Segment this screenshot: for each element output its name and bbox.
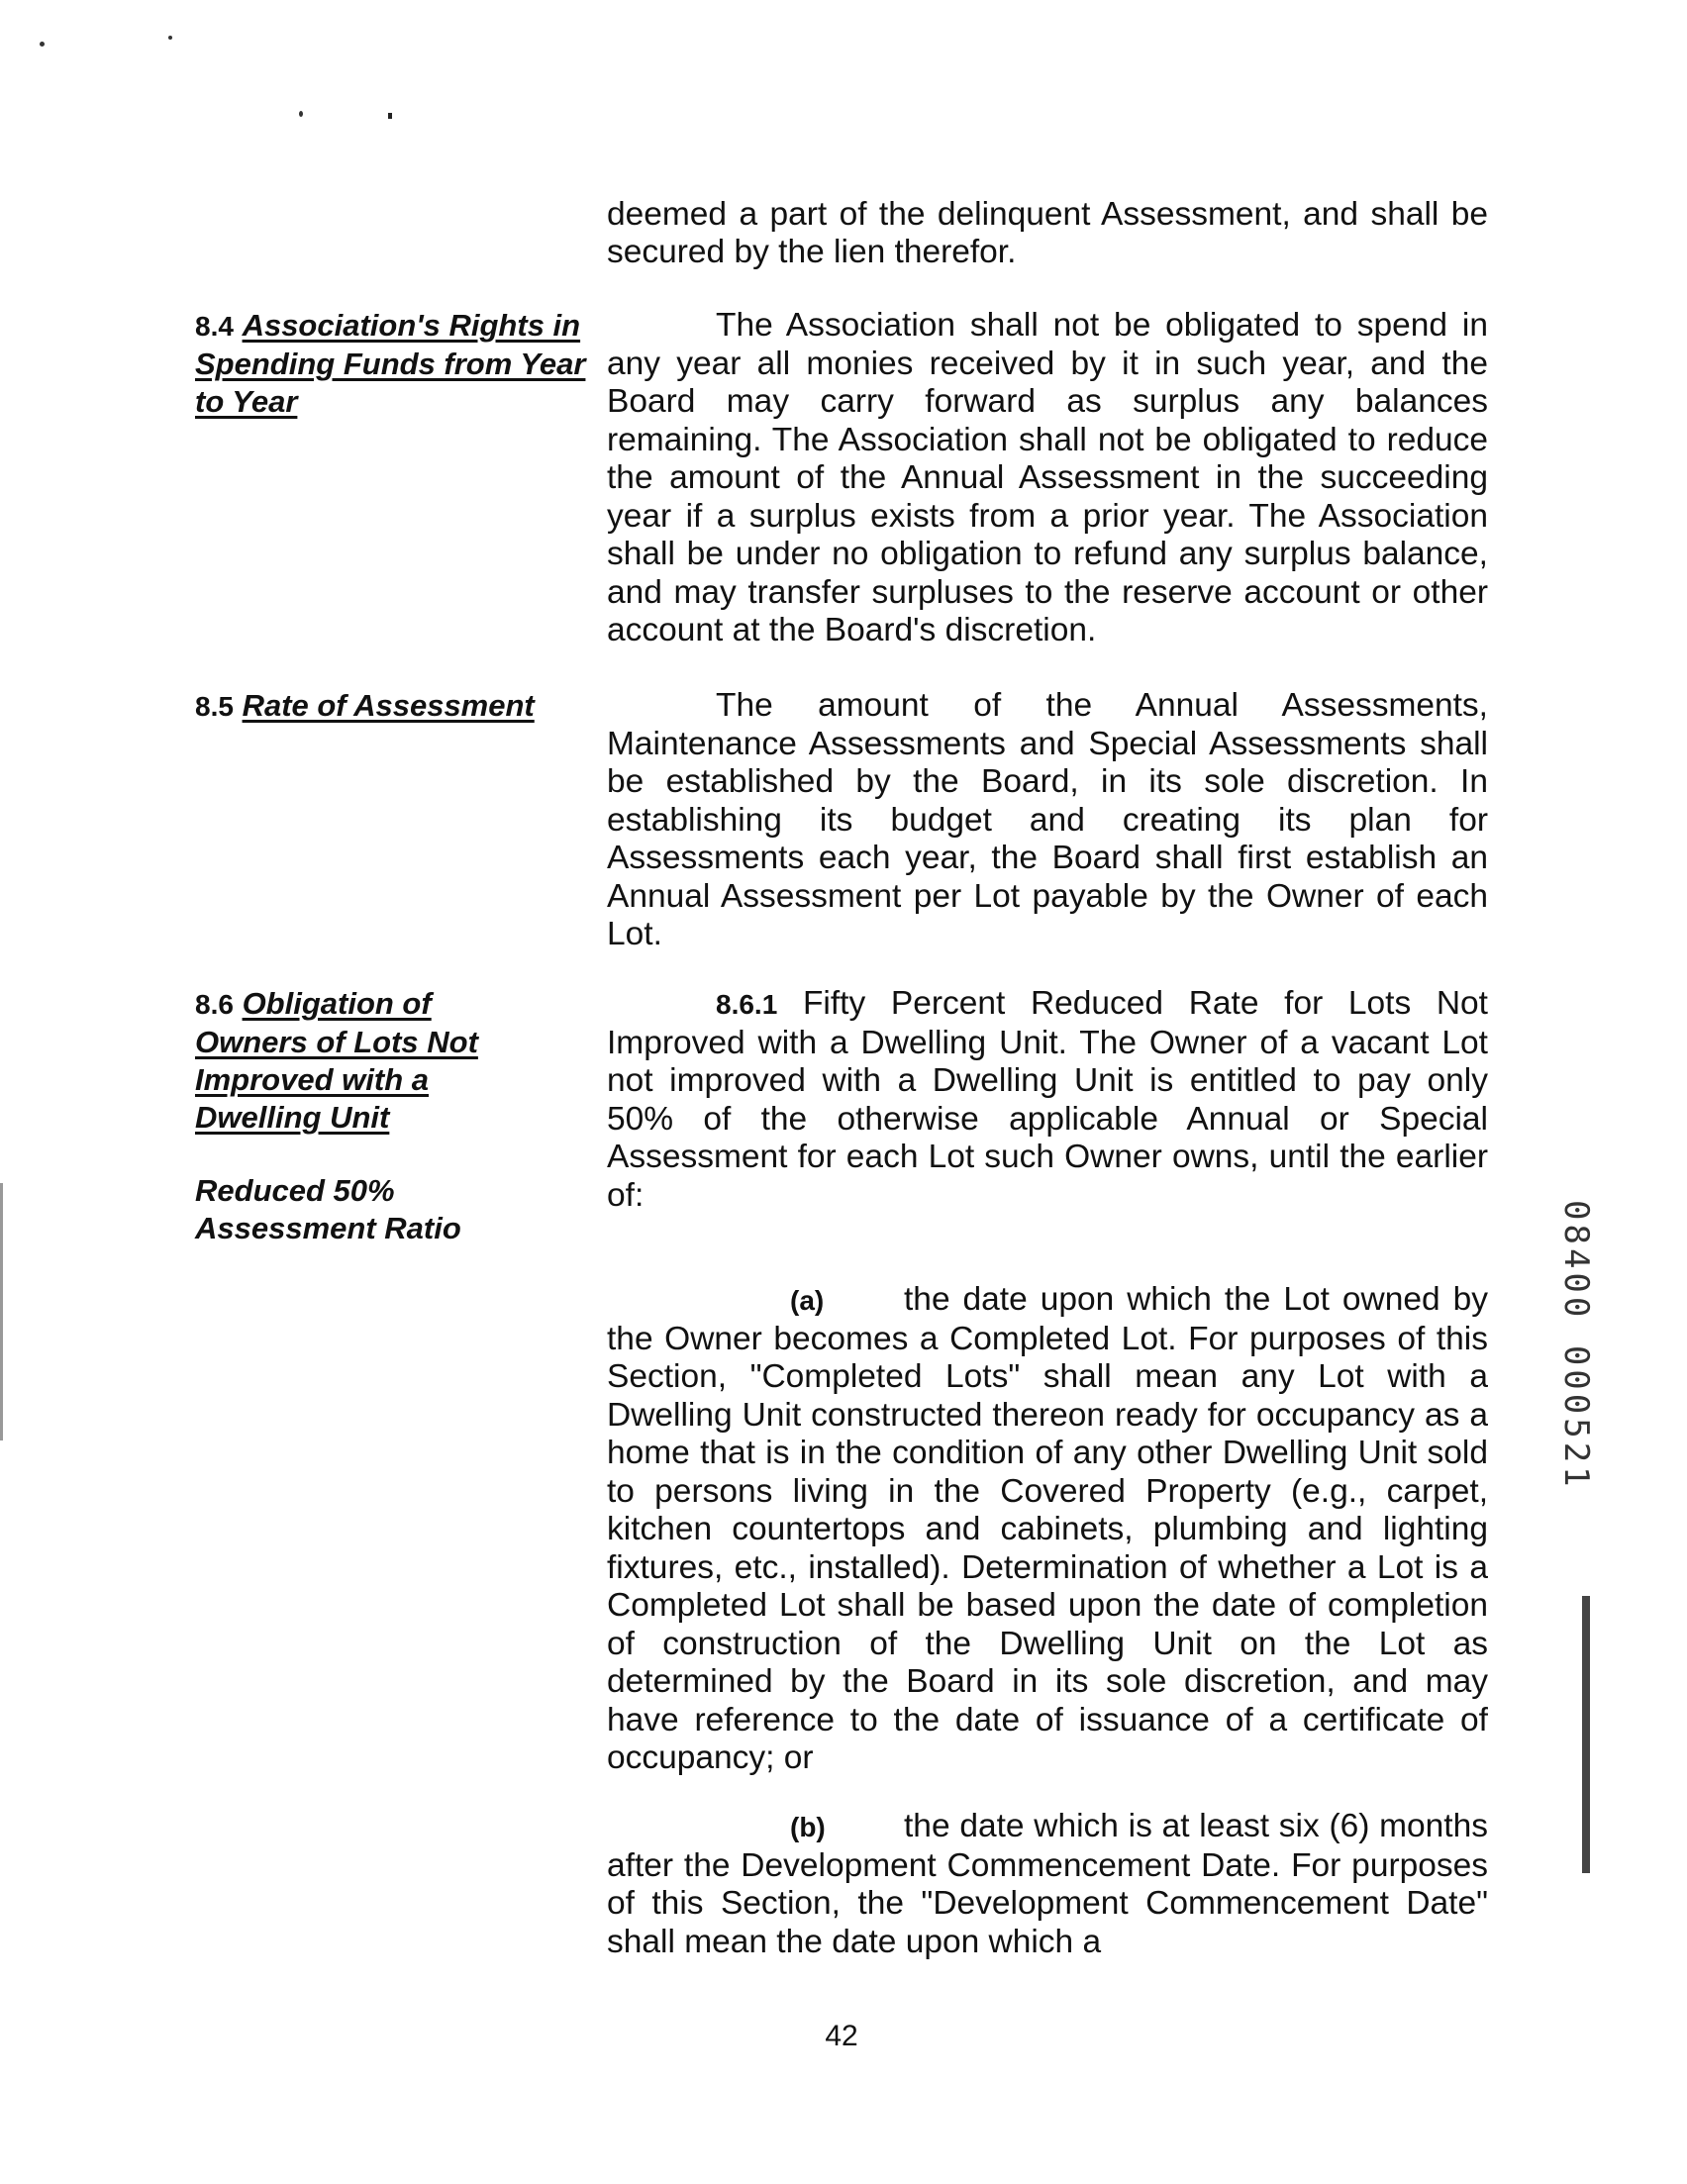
continuation-paragraph: deemed a part of the delinquent Assessment, and shall be secured by the lien therefor. (607, 196, 1488, 270)
scan-mark (388, 113, 392, 119)
clause-text: the date which is at least six (6) months after the Development Commencement Date. For purposes of this Section, the "Development Commencement Date" shall mean the date upon which a (607, 1808, 1488, 1960)
section-8-6-heading (195, 985, 532, 1247)
section-8-5-heading (195, 687, 591, 726)
page-number: 42 (825, 2020, 858, 2052)
scan-barcode-mark (1582, 1596, 1590, 1873)
clause-a (607, 1281, 1488, 1778)
subsection-number: 8.6.1 (716, 989, 778, 1020)
section-number: 8.6 (195, 989, 234, 1020)
clause-b (607, 1808, 1488, 1961)
section-number: 8.4 (195, 311, 234, 342)
section-8-6-1-body (607, 985, 1488, 1215)
subsection-text: Fifty Percent Reduced Rate for Lots Not Improved with a Dwelling Unit. The Owner of a vacant Lot not improved with a Dwelling Unit is entitled to pay only 50% of the otherwise applicable Annual or Special Assessment for each Lot such Owner owns, until the earlier of: (607, 985, 1488, 1214)
clause-text: the date upon which the Lot owned by the Owner becomes a Completed Lot. For purposes of this Section, "Completed Lots" shall mean any Lot with a Dwelling Unit constructed thereon ready for occupancy as a home that is in the condition of any other Dwelling Unit sold to persons living in the Covered Property (e.g., carpet, kitchen countertops and cabinets, plumbing and lighting fixtures, etc., installed). Determination of whether a Lot is a Completed Lot shall be based upon the date of completion of construction of the Dwelling Unit on the Lot as determined by the Board in its sole discretion, and may have reference to the date of issuance of a certificate of occupancy; or (607, 1281, 1488, 1776)
section-title: Obligation of Owners of Lots Not Improved with a Dwelling Unit (195, 986, 478, 1135)
scan-speck (299, 111, 303, 117)
section-subtitle: Reduced 50% Assessment Ratio (195, 1173, 461, 1245)
clause-label: (b) (790, 1812, 826, 1842)
section-title: Association's Rights in Spending Funds from Year to Year (195, 308, 586, 419)
scan-speck (40, 42, 45, 47)
section-8-5-body: The amount of the Annual Assessments, Maintenance Assessments and Special Assessments shall be established by the Board, in its sole discretion. In establishing its budget and creating its plan for Assessments each year, the Board shall first establish an Annual Assessment per Lot payable by the Owner of each Lot. (607, 687, 1488, 952)
bates-stamp: 08400 000521 (1556, 1200, 1596, 1491)
section-8-4-heading (195, 307, 591, 421)
scan-edge (0, 1183, 3, 1440)
section-8-4-body: The Association shall not be obligated to spend in any year all monies received by it in such year, and the Board may carry forward as surplus any balances remaining. The Association shall not be obligated to reduce the amount of the Annual Assessment in the succeeding year if a surplus exists from a prior year. The Association shall be under no obligation to refund any surplus balance, and may transfer surpluses to the reserve account or other account at the Board's discretion. (607, 307, 1488, 648)
section-number: 8.5 (195, 691, 234, 722)
section-title: Rate of Assessment (242, 688, 535, 723)
scan-speck (168, 36, 172, 40)
clause-label: (a) (790, 1285, 825, 1316)
